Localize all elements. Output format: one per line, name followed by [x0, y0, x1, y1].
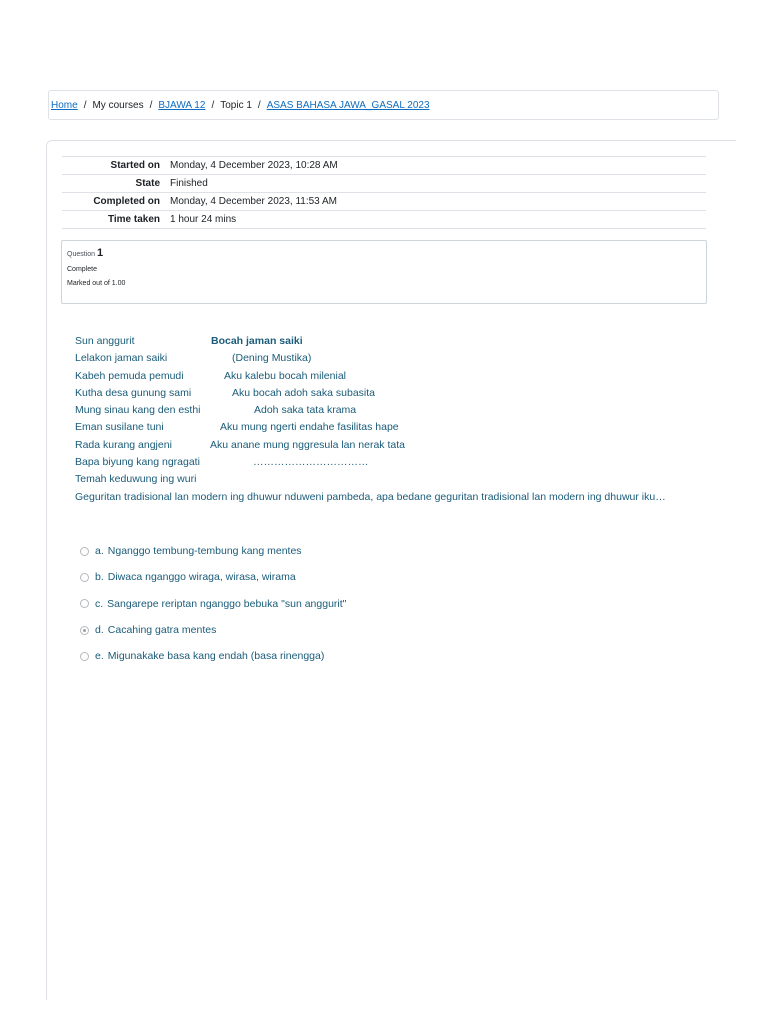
poem-left-line: Rada kurang angjeni: [75, 438, 172, 451]
question-number: 1: [96, 247, 104, 259]
option-letter: a.: [95, 545, 104, 558]
breadcrumb-my-courses: My courses: [92, 99, 144, 111]
answer-option-b[interactable]: [80, 564, 680, 590]
poem-author: (Dening Mustika): [232, 352, 312, 365]
question-text: [75, 333, 715, 506]
breadcrumb-quiz-link[interactable]: ASAS BAHASA JAWA_GASAL 2023: [266, 99, 430, 111]
radio-button[interactable]: [80, 652, 89, 661]
summary-label: Started on: [110, 160, 160, 171]
question-status: Complete: [67, 266, 97, 273]
poem-left-line: Kutha desa gunung sami: [75, 386, 192, 399]
poem-right-line: Aku mung ngerti endahe fasilitas hape: [220, 421, 399, 434]
summary-value: Monday, 4 December 2023, 11:53 AM: [170, 196, 337, 207]
poem-right-line: ……………………………: [253, 456, 369, 469]
question-number-line: [67, 247, 706, 259]
answer-option-c[interactable]: [80, 591, 680, 617]
poem-left-line: Lelakon jaman saiki: [75, 352, 168, 365]
option-text: Nganggo tembung-tembung kang mentes: [107, 545, 302, 558]
poem-left-line: Bapa biyung kang ngragati: [75, 456, 200, 469]
summary-label: State: [135, 178, 160, 189]
poem-row: [75, 350, 715, 367]
breadcrumb-separator: /: [149, 99, 153, 111]
summary-value: 1 hour 24 mins: [170, 214, 237, 225]
breadcrumb-separator: /: [83, 99, 87, 111]
option-text: Diwaca nganggo wiraga, wirasa, wirama: [107, 571, 296, 584]
attempt-summary-table: [62, 156, 706, 229]
poem-row: [75, 385, 715, 402]
question-info-box: [61, 240, 707, 304]
breadcrumb-topic: Topic 1: [220, 99, 252, 111]
summary-row-started: [62, 157, 706, 175]
question-prefix: Question: [67, 251, 96, 258]
poem-row: [75, 471, 715, 488]
poem-title: Bocah jaman saiki: [211, 335, 303, 347]
option-letter: b.: [95, 571, 104, 584]
summary-label: Completed on: [93, 196, 160, 207]
poem-left-line: Temah keduwung ing wuri: [75, 473, 197, 486]
poem-left-line: Eman susilane tuni: [75, 421, 164, 434]
poem-row: [75, 419, 715, 436]
poem-row: [75, 437, 715, 454]
poem-row: [75, 402, 715, 419]
summary-row-time-taken: [62, 211, 706, 229]
option-letter: d.: [95, 624, 104, 637]
answer-option-e[interactable]: [80, 643, 680, 669]
question-prompt: Geguritan tradisional lan modern ing dhuwur nduweni pambeda, apa bedane geguritan tradisional lan modern ing dhuwur iku…: [75, 490, 666, 503]
poem-right-line: Adoh saka tata krama: [254, 404, 357, 417]
poem-right-line: Aku kalebu bocah milenial: [224, 369, 346, 382]
summary-row-completed: [62, 193, 706, 211]
option-text: Cacahing gatra mentes: [107, 624, 217, 637]
poem-row: [75, 368, 715, 385]
breadcrumb-course-link[interactable]: BJAWA 12: [158, 99, 206, 111]
poem-right-line: Aku bocah adoh saka subasita: [232, 386, 376, 399]
breadcrumb: [48, 90, 719, 120]
answer-option-a[interactable]: [80, 538, 680, 564]
option-letter: e.: [95, 650, 104, 663]
summary-label: Time taken: [107, 214, 160, 225]
poem-row: [75, 333, 715, 350]
radio-button[interactable]: [80, 573, 89, 582]
option-text: Migunakake basa kang endah (basa rinengga): [107, 650, 325, 663]
option-letter: c.: [95, 597, 104, 610]
poem-left-line: Kabeh pemuda pemudi: [75, 369, 184, 382]
answer-options: [80, 538, 680, 669]
radio-button[interactable]: [80, 547, 89, 556]
poem-right-line: Aku anane mung nggresula lan nerak tata: [210, 438, 405, 451]
poem-left-line: Sun anggurit: [75, 335, 135, 347]
summary-value: Finished: [170, 178, 208, 189]
answer-option-d[interactable]: [80, 617, 680, 643]
poem-left-line: Mung sinau kang den esthi: [75, 404, 201, 417]
radio-button-selected[interactable]: [80, 626, 89, 635]
radio-button[interactable]: [80, 599, 89, 608]
summary-value: Monday, 4 December 2023, 10:28 AM: [170, 160, 338, 171]
breadcrumb-home-link[interactable]: Home: [51, 99, 78, 111]
question-mark: Marked out of 1.00: [67, 280, 126, 287]
summary-row-state: [62, 175, 706, 193]
poem-row: [75, 454, 715, 471]
option-text: Sangarepe reriptan nganggo bebuka "sun anggurit": [107, 597, 347, 610]
breadcrumb-separator: /: [211, 99, 215, 111]
breadcrumb-separator: /: [257, 99, 261, 111]
